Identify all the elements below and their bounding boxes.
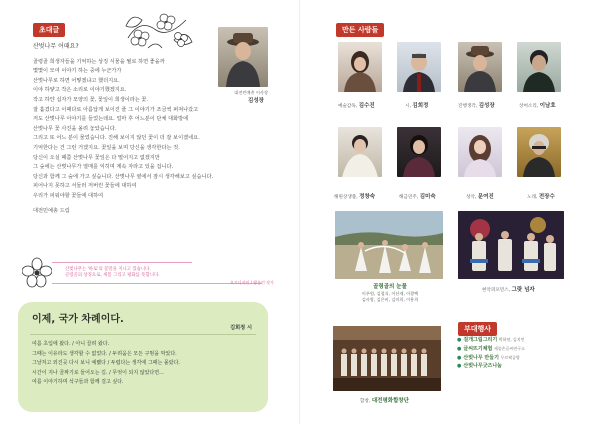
poem-line: 그때는 이유라도 생각할 수 없었다. / 두려움은 모든 구멍을 막았다. [32,350,177,357]
subevents-list [457,336,525,371]
host-name: 김성장 [248,98,264,104]
design-credit: 오프디자인 / 왕롱린 작가 [230,280,274,285]
flower-note: 산벚나무는 '하로'의 꽃말을 지니고 있습니다. 골령골의 상징으로, 새봄 그리고 평화를 뜻합니다. [65,267,160,279]
poem-line: 그날처고 외진곳 다시 보니 예뻤다 / 두렵다는 생각에 그때는 몰랐다. [32,360,180,366]
invitation-line: 이야 하얗고 작은 소리로 이야기했겠지요. [33,87,127,94]
photo-choir [333,326,441,391]
bullet-icon: ● [457,337,462,343]
poem-divider [30,334,256,335]
caption-kim-misuk: 해금연주, 김미숙 [399,194,436,200]
subevent-item: ● 걸개그림그리기 박하연, 김지민 [457,337,525,343]
photo-dance-performance [335,211,443,279]
invitation-line: 작고 하얀 십자가 모양의 꽃, 꽃잎이 희생이라는 꽃. [33,96,149,103]
invitation-line: 그리고 또 어느 분이 물었습니다. 진해 보이지 않던 꽃이 더 잘 보이겠네요. [33,135,200,142]
poem-body [32,340,180,388]
invitation-line: 우리가 피워야할 꽃들에 대하여 [33,192,104,199]
portrait-jeon-jangsu [517,127,561,177]
portrait-kim-seongjang [458,42,502,92]
invitation-line: 피어나지 못하고 서둘러 저버린 꽃들에 대하여 [33,183,137,190]
subevent-item: ● 산벚나무굿즈나눔 [457,363,503,370]
invitation-title: 산벚나무 어때요? [33,43,79,50]
caption-kim-heejung: 시, 김희정 [405,103,429,109]
invitation-line: 산벚나무 꽃 사진을 올려 놓았습니다. [33,125,117,132]
subevent-item: ● 산벚나무 만들기 무르팍공방 [457,354,520,361]
invitation-line: 기억한다는 건 그런 거겠지요. 꽃잎을 보며 당신을 생각한다는 것. [33,144,180,151]
invitation-line: 당신과 함께 그 숲에 가고 싶습니다. 산벚나무 옆에서 잠시 생각해보고 싶습니다. [33,173,214,180]
portrait-kim-misuk [397,127,441,177]
portrait-jung-changsuk [338,127,382,177]
note-divider-top [52,262,192,263]
bullet-icon: ● [457,345,462,352]
bullet-icon: ● [457,354,462,361]
portrait-kim-sujin [338,42,382,92]
subevent-item: ● 글씨뜨기체험 세종손글씨연구소 [457,345,525,352]
invitation-line: 골령골 희생자들을 기억하는 상징 식물을 뭘로 하면 좋을까 [33,58,165,65]
portrait-moon-yeojin [458,127,502,177]
invitation-line: 잘 흩겼다고 이때다로 아름답게 보이진 줄 그 이야기가 조금씩 퍼져나갔고 [33,106,199,113]
makers-label: 만든 사람들 [336,23,384,37]
caption-string-group: 현악퍼포먼스, 그랏 넘자 [482,287,535,293]
host-portrait [218,27,268,87]
invitation-signature: 대전민예총 드림 [33,207,70,214]
portrait-kim-heejung [397,42,441,92]
poem-title: 이제, 국가 차례이다. [32,314,124,325]
invitation-body [33,42,223,216]
poem-line: 여름 이야기하며 석구들과 함께 걸고 싶다. [32,379,124,385]
invitation-line: 그 숲에는 산벚나무가 열매를 익히며 계속 자라고 있을 겁니다. [33,164,174,171]
flower-icon [22,256,52,288]
invitation-label: 초대글 [33,23,65,37]
poem-author: 김희정 시 [230,325,252,331]
caption-choir: 합창, 대전평화합창단 [360,398,410,404]
invitation-line: 산벚나무로 하면 어떻겠냐고 했더지요. [33,77,120,84]
invitation-line: 당신이 오실 때쯤 산벚나무 꽃잎은 다 떨어지고 없겠지만 [33,154,160,161]
bullet-icon: ● [457,363,462,370]
subevents-label: 부대행사 [458,322,497,336]
photo-string-performance [458,211,564,279]
invitation-line: 몇몇이 모여 이야기 하는 중에 누군가가 [33,68,122,75]
host-role: 대전민예총 이사장 [234,90,268,95]
caption-jeon-jangsu: 노래, 전장수 [527,194,555,200]
caption-moon-yeojin: 성악, 문여진 [466,194,494,200]
caption-jung-changsuk: 해원상생춤, 정창숙 [334,194,376,200]
caption-dance-group: 골령골의 눈물 이주원, 김철식, 이산제, 이광택 김사랑, 김은비, 김미희, 이용희 [361,284,419,302]
invitation-line: 저도 산벚나무 이야기를 들었는데요. 얼마 후 어느분이 단체 대화방에 [33,116,189,123]
caption-kim-sujin: 예술감독, 김수진 [338,103,375,109]
poem-box [18,302,268,412]
portrait-lee-namho [517,42,561,92]
caption-kim-seongjang: 진행생각, 김성장 [458,103,495,109]
poem-line: 여름 초입에 왔다. / 아니 끌려 왔다. [32,341,110,347]
poem-line: 시간이 지나 골짜기로 들어오는 길. / 무엇이 되지 않았다면... [32,369,164,376]
caption-lee-namho: 상여소리, 이남호 [519,103,556,109]
